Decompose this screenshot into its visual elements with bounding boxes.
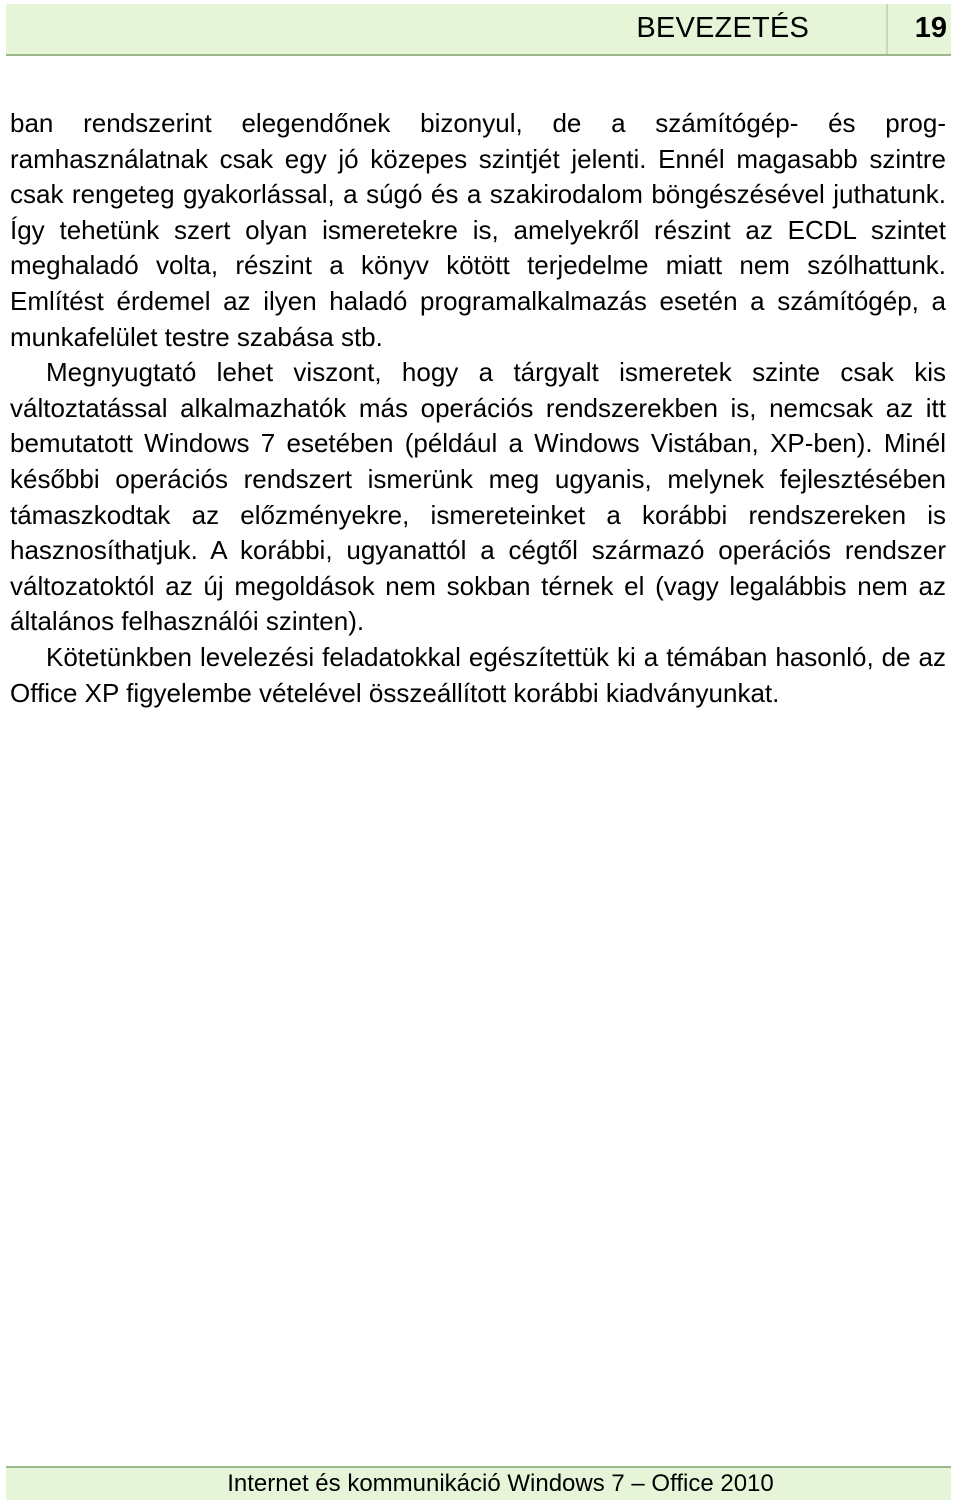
page-footer: [6, 1466, 951, 1500]
paragraph-os-compatibility: Megnyugtató lehet viszont, hogy a tárgyalt ismeretek szinte csak kis változtatással alkalmazhatók más operációs rendszerekben is, nemcsak az itt bemutatott Windows 7 esetében (például a Windows Vistában, XP-ben). Minél későbbi operációs rendszert ismerünk meg ugyanis, melynek fejlesztésében támaszkodtak az előzményekre, ismereteinket a korábbi rendszereken is hasznosíthatjuk. A korábbi, ugyanattól a cégtől származó operációs rendszer változatoktól az új megoldások nem sokban térnek el (vagy legalábbis nem az általános felhasználói szinten).: [10, 357, 946, 637]
paragraph-email-tasks: Kötetünkben levelezési feladatokkal egészítettük ki a témában hasonló, de az Office XP figyelembe vételével összeállított korábbi kiadványunkat.: [10, 641, 946, 708]
chapter-title: BEVEZETÉS: [636, 12, 809, 44]
header-divider: [886, 4, 888, 54]
page-number: 19: [914, 12, 947, 44]
paragraph-continuation: ban rendszerint elegendőnek bizonyul, de a számítógép- és programhasználatnak csak egy jó közepes szintjét jelenti. Ennél magasabb szintre csak rengeteg gyakorlással, a súgó és a szakirodalom böngészésével juthatunk. Így tehetünk szert olyan ismeretekre is, amelyekről részint az ECDL szintet meghaladó volta, részint a könyv kötött terjedelme miatt nem szólhattunk. Említést érdemel az ilyen haladó programalkalmazás esetén a számítógép, a munkafelület testre szabása stb.: [10, 108, 946, 352]
body-text: [10, 106, 946, 711]
book-title-footer: Internet és kommunikáció Windows 7 – Office 2010: [227, 1470, 774, 1497]
page-header: [6, 4, 951, 56]
